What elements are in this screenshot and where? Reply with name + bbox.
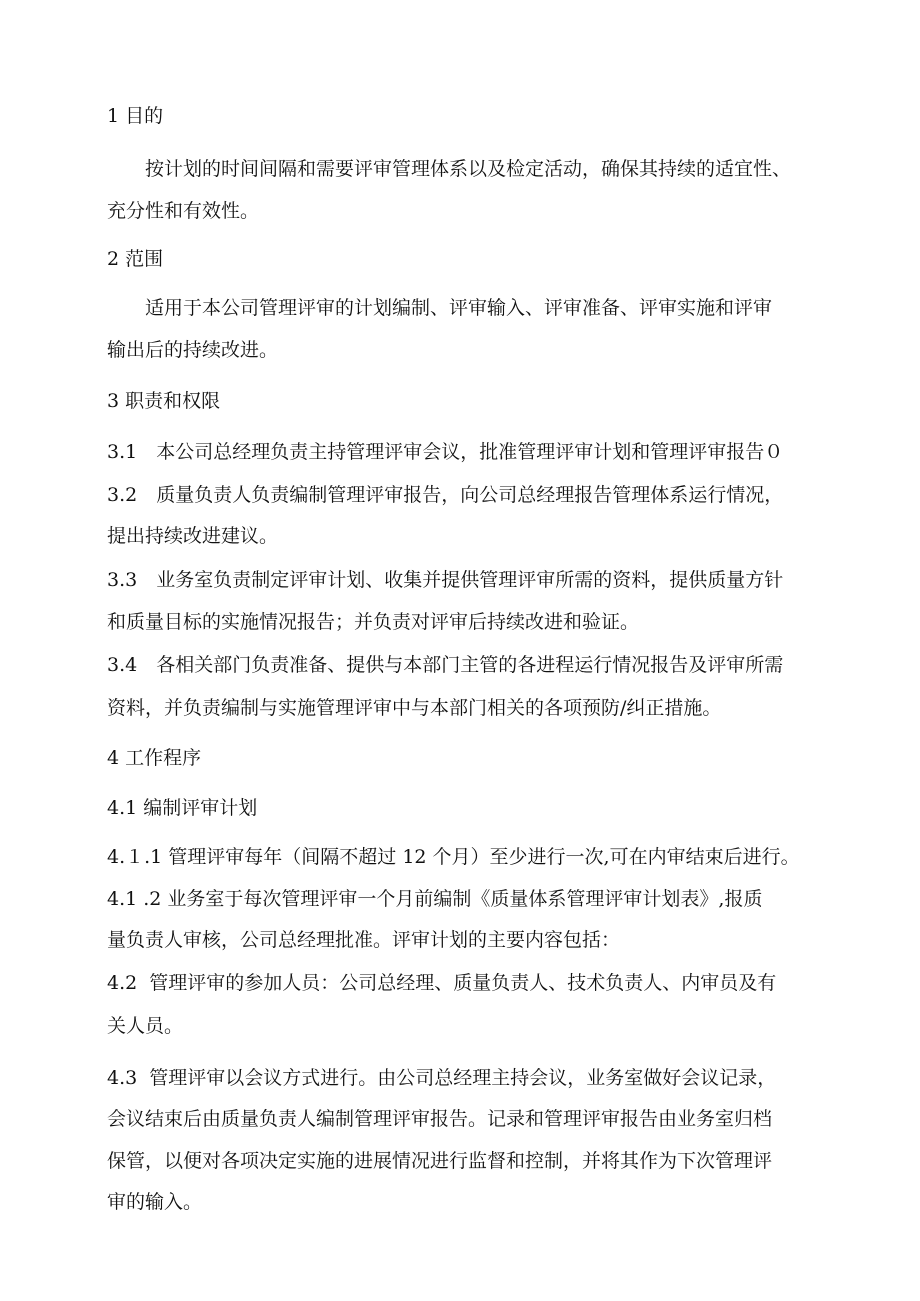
purpose-line-1: 按计划的时间间隔和需要评审管理体系以及检定活动，确保其持续的适宜性、 (145, 158, 792, 180)
purpose-line-2: 充分性和有效性。 (107, 200, 260, 222)
scope-line-2: 输出后的持续改进。 (107, 339, 279, 361)
section-heading-responsibilities: 3 职责和权限 (107, 390, 221, 412)
item-4-3-line-1: 4.3 管理评审以会议方式进行。由公司总经理主持会议，业务室做好会议记录， (107, 1067, 777, 1089)
item-3-1-line-1: 3.1 本公司总经理负责主持管理评审会议，批准管理评审计划和管理评审报告０ (107, 441, 784, 463)
item-4-3-line-4: 审的输入。 (107, 1191, 203, 1213)
section-heading-purpose: 1 目的 (107, 105, 164, 127)
item-3-3-line-2: 和质量目标的实施情况报告；并负责对评审后持续改进和验证。 (107, 611, 640, 633)
section-heading-procedure: 4 工作程序 (107, 747, 202, 769)
item-4-1-1-line-1: 4.１.1 管理评审每年（间隔不超过 12 个月）至少进行一次,可在内审结束后进行。 (107, 846, 800, 868)
scope-line-1: 适用于本公司管理评审的计划编制、评审输入、评审准备、评审实施和评审 (145, 297, 773, 319)
item-3-3-line-1: 3.3 业务室负责制定评审计划、收集并提供管理评审所需的资料，提供质量方针 (107, 569, 784, 591)
item-3-4-line-2: 资料，并负责编制与实施管理评审中与本部门相关的各项预防/纠正措施。 (107, 697, 722, 719)
item-3-2-line-2: 提出持续改进建议。 (107, 525, 279, 547)
item-4-3-line-3: 保管，以便对各项决定实施的进展情况进行监督和控制，并将其作为下次管理评 (107, 1150, 773, 1172)
item-3-2-line-1: 3.2 质量负责人负责编制管理评审报告，向公司总经理报告管理体系运行情况， (107, 484, 784, 506)
item-4-1-2-line-2: 量负责人审核，公司总经理批准。评审计划的主要内容包括： (107, 929, 621, 951)
item-4-2-line-2: 关人员。 (107, 1015, 184, 1037)
item-4-2-line-1: 4.2 管理评审的参加人员：公司总经理、质量负责人、技术负责人、内审员及有 (107, 972, 777, 994)
item-4-3-line-2: 会议结束后由质量负责人编制管理评审报告。记录和管理评审报告由业务室归档 (107, 1108, 773, 1130)
item-3-4-line-1: 3.4 各相关部门负责准备、提供与本部门主管的各进程运行情况报告及评审所需 (107, 654, 784, 676)
item-4-1-line-1: 4.1 编制评审计划 (107, 797, 258, 819)
item-4-1-2-line-1: 4.1 .2 业务室于每次管理评审一个月前编制《质量体系管理评审计划表》,报质 (107, 888, 763, 910)
section-heading-scope: 2 范围 (107, 248, 164, 270)
